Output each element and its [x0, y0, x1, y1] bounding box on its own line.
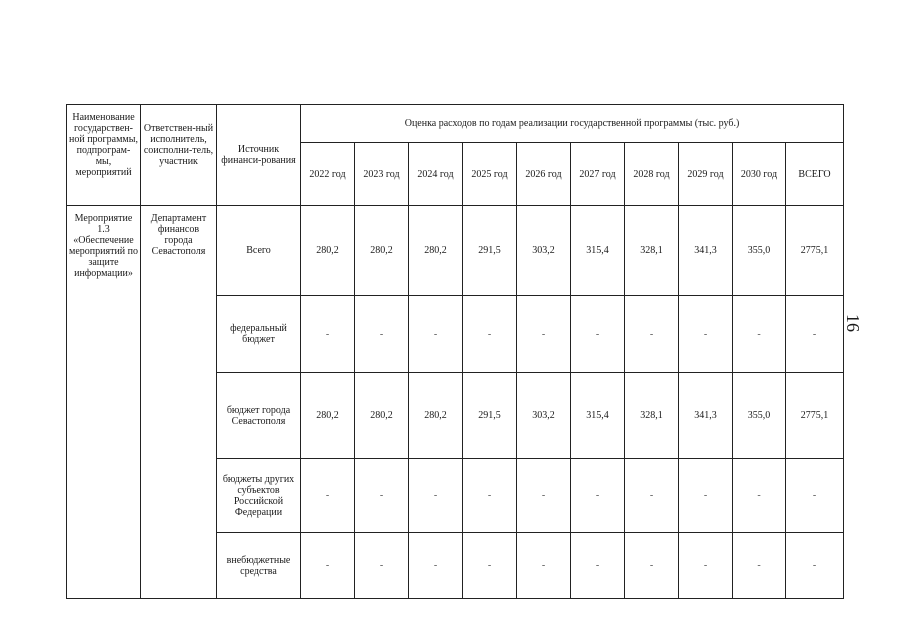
expense-value: 315,4	[571, 206, 625, 296]
expense-value: -	[571, 459, 625, 533]
header-year: 2025 год	[463, 143, 517, 206]
expense-value: -	[517, 459, 571, 533]
table-body	[67, 206, 844, 599]
expense-value: -	[463, 533, 517, 599]
expense-value: -	[517, 296, 571, 373]
expense-value: 291,5	[463, 373, 517, 459]
expense-value: 341,3	[679, 373, 733, 459]
expense-value: 355,0	[733, 206, 786, 296]
budget-table	[66, 104, 844, 599]
expense-value: 328,1	[625, 206, 679, 296]
expense-value: -	[625, 296, 679, 373]
header-estimate-title: Оценка расходов по годам реализации государственной программы (тыс. руб.)	[301, 105, 844, 143]
expense-value: -	[733, 296, 786, 373]
table-row	[67, 206, 844, 296]
expense-value: -	[786, 296, 844, 373]
expense-value: 328,1	[625, 373, 679, 459]
header-year: 2022 год	[301, 143, 355, 206]
header-year: 2028 год	[625, 143, 679, 206]
program-executor: Департамент финансов города Севастополя	[141, 206, 217, 599]
header-year: 2030 год	[733, 143, 786, 206]
expense-value: -	[571, 533, 625, 599]
expense-value: -	[301, 459, 355, 533]
header-year: 2029 год	[679, 143, 733, 206]
expense-value: -	[409, 459, 463, 533]
expense-value: -	[625, 533, 679, 599]
expense-value: -	[625, 459, 679, 533]
expense-value: -	[679, 533, 733, 599]
funding-source: бюджет города Севастополя	[217, 373, 301, 459]
expense-value: 2775,1	[786, 373, 844, 459]
expense-value: 280,2	[409, 206, 463, 296]
funding-source: внебюджетные средства	[217, 533, 301, 599]
expense-value: -	[355, 459, 409, 533]
header-year: ВСЕГО	[786, 143, 844, 206]
expense-value: -	[355, 296, 409, 373]
expense-value: -	[409, 296, 463, 373]
expense-value: -	[301, 296, 355, 373]
expense-value: -	[679, 459, 733, 533]
expense-value: -	[733, 533, 786, 599]
header-year: 2023 год	[355, 143, 409, 206]
expense-value: -	[786, 533, 844, 599]
page-number: 16	[843, 314, 863, 332]
expense-value: 341,3	[679, 206, 733, 296]
expense-value: -	[301, 533, 355, 599]
expense-value: -	[463, 296, 517, 373]
header-source: Источник финанси-рования	[217, 105, 301, 206]
expense-value: 280,2	[355, 373, 409, 459]
funding-source: федеральный бюджет	[217, 296, 301, 373]
header-year: 2027 год	[571, 143, 625, 206]
program-name: Мероприятие 1.3 «Обеспечение мероприятий по защите информации»	[67, 206, 141, 599]
expense-value: -	[463, 459, 517, 533]
funding-source: бюджеты других субъектов Российской Федерации	[217, 459, 301, 533]
expense-value: -	[571, 296, 625, 373]
expense-value: -	[679, 296, 733, 373]
header-year: 2024 год	[409, 143, 463, 206]
expense-value: 291,5	[463, 206, 517, 296]
expense-value: -	[733, 459, 786, 533]
header-executor: Ответствен-ный исполнитель, соисполни-тель, участник	[141, 105, 217, 206]
expense-value: 280,2	[301, 373, 355, 459]
expense-value: 303,2	[517, 373, 571, 459]
expense-value: 303,2	[517, 206, 571, 296]
header-program: Наименование государствен-ной программы, подпрограм-мы, мероприятий	[67, 105, 141, 206]
expense-value: -	[409, 533, 463, 599]
expense-value: 2775,1	[786, 206, 844, 296]
expense-value: -	[355, 533, 409, 599]
expense-value: -	[786, 459, 844, 533]
expense-value: -	[517, 533, 571, 599]
expense-value: 280,2	[355, 206, 409, 296]
expense-value: 355,0	[733, 373, 786, 459]
expense-value: 315,4	[571, 373, 625, 459]
funding-source: Всего	[217, 206, 301, 296]
header-year: 2026 год	[517, 143, 571, 206]
expense-value: 280,2	[409, 373, 463, 459]
expense-value: 280,2	[301, 206, 355, 296]
